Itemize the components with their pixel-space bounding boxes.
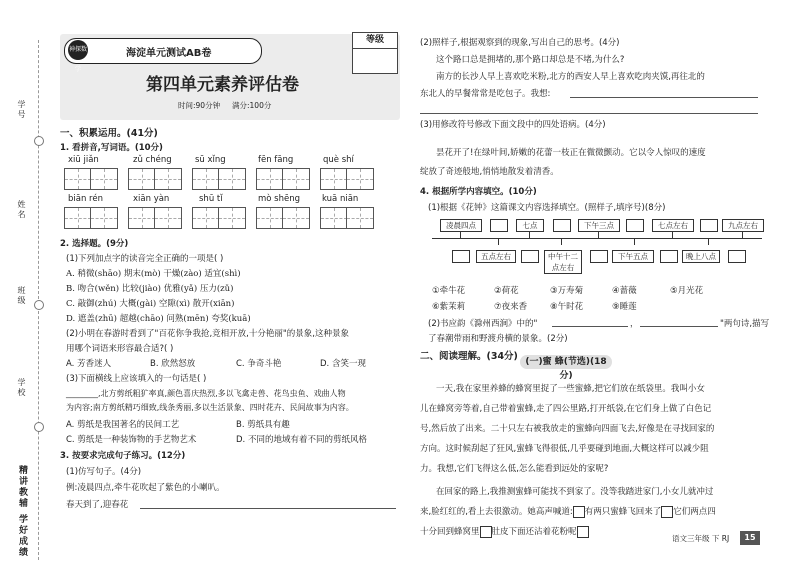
page-number: 15 — [740, 531, 760, 545]
q2-1: (1)下列加点字的读音完全正确的一项是( ) — [66, 254, 224, 264]
exam-title: 第四单元素养评估卷 — [146, 75, 299, 95]
flower-option: ⑨睡莲 — [612, 302, 637, 312]
flower-option: ⑧午时花 — [550, 302, 584, 312]
answer-box[interactable] — [218, 168, 246, 190]
q4-stem: 4. 根据所学内容填空。(10分) — [420, 187, 537, 197]
answer-line[interactable] — [140, 508, 396, 509]
time-box: 九点左右 — [722, 219, 764, 232]
section-2-heading: 二、阅读理解。(34分) — [420, 351, 518, 362]
timeline — [432, 238, 762, 239]
pinyin: fēn fāng — [258, 155, 294, 165]
pinyin: xiān yàn — [133, 194, 170, 204]
pinyin: shū tǐ — [199, 194, 223, 204]
tick — [708, 238, 709, 245]
q4-2-cont: "两句诗,描写 — [720, 319, 770, 329]
class-label: 班级 — [17, 286, 26, 306]
passage-line — [420, 525, 589, 538]
answer-box[interactable] — [154, 168, 182, 190]
passage-text: 它们两点四 — [673, 507, 716, 517]
q2-2: (2)小明在春游时看到了"百花你争我抢,竞相开放,十分艳丽"的景象,这种景象 — [66, 329, 349, 339]
passage-line: 力。我想,它们飞得这么低,怎么能看到远处的家呢? — [420, 464, 609, 474]
passage-text: 十分回到蜂窝里 — [420, 527, 480, 537]
q3-2-line1: 这个路口总是拥堵的,那个路口却总是不堵,为什么? — [436, 55, 625, 65]
q2-2-option-d[interactable]: D. 含笑一现 — [320, 359, 366, 369]
binding-hole — [34, 300, 44, 310]
answer-box[interactable] — [64, 168, 92, 190]
punctuation-box[interactable] — [573, 506, 585, 518]
passage-line: 在回家的路上,我推测蜜蜂可能找不到家了。没等我踏进家门,小女儿就冲过 — [436, 487, 714, 497]
answer-box[interactable] — [128, 168, 156, 190]
passage-line: 方向。这时候刮起了狂风,蜜蜂飞得很低,几乎要碰到地面,大概这样可以减少阻 — [420, 444, 709, 454]
tick — [498, 238, 499, 245]
tick — [672, 231, 673, 238]
answer-box[interactable] — [256, 207, 284, 229]
answer-box[interactable] — [64, 207, 92, 229]
student-id-label: 学号 — [17, 100, 26, 120]
binding-margin — [0, 0, 48, 566]
section-1-heading: 一、积累运用。(41分) — [60, 128, 158, 139]
name-label: 姓名 — [17, 200, 26, 220]
answer-box[interactable] — [553, 219, 571, 232]
time-box: 下午三点 — [578, 219, 620, 232]
pinyin: mò shēng — [258, 194, 301, 204]
answer-box[interactable] — [490, 219, 508, 232]
school-label: 学校 — [17, 378, 26, 398]
answer-box[interactable] — [256, 168, 284, 190]
full-score: 满分:100分 — [232, 101, 272, 110]
time-box: 晚上八点 — [682, 250, 720, 263]
binding-hole — [34, 422, 44, 432]
answer-box[interactable] — [218, 207, 246, 229]
tick — [634, 238, 635, 245]
punctuation-box[interactable] — [480, 526, 492, 538]
q3-3-line2: 绽放了奇迹般地,悄悄地散发着清香。 — [420, 167, 559, 177]
flower-option: ④蔷薇 — [612, 286, 637, 296]
brand-small: 神探数学 — [68, 40, 88, 60]
answer-box[interactable] — [590, 250, 608, 263]
answer-box[interactable] — [346, 168, 374, 190]
q2-3-text: ________,北方剪纸粗犷率真,颜色喜庆热烈,多以飞禽走兽、花鸟虫鱼、戏曲人物 — [66, 389, 346, 398]
answer-box[interactable] — [90, 168, 118, 190]
q2-3-text: 为内容;南方剪纸精巧细致,线条秀丽,多以生活景象、四时花卉、民间故事为内容。 — [66, 403, 354, 412]
q2-3-option-a[interactable]: A. 剪纸是我国著名的民间工艺 — [66, 420, 180, 430]
flower-option: ⑦夜来香 — [494, 302, 528, 312]
passage-text: 有两只蜜蜂飞回来了 — [584, 507, 662, 517]
q3-3: (3)用修改符号修改下面文段中的四处语病。(4分) — [420, 120, 606, 130]
brand-name: 海淀单元测试AB卷 — [126, 48, 212, 59]
answer-box[interactable] — [154, 207, 182, 229]
answer-box[interactable] — [282, 207, 310, 229]
answer-line[interactable] — [640, 326, 718, 327]
q2-3: (3)下面横线上应该填入的一句话是( ) — [66, 374, 207, 384]
grade-box — [352, 32, 398, 74]
answer-box[interactable] — [320, 207, 348, 229]
passage-line: 号,然后放了出来。二十只左右被我放走的蜜蜂向四面飞去,好像是在寻找回家的 — [420, 424, 715, 434]
q3-stem: 3. 按要求完成句子练习。(12分) — [60, 451, 186, 461]
answer-box[interactable] — [626, 219, 644, 232]
q2-1-option-d[interactable]: D. 遮盖(zhū) 超越(chāo) 问熟(mēn) 夸奖(kuā) — [66, 314, 251, 324]
tick — [460, 231, 461, 238]
time-box: 凌晨四点 — [440, 219, 482, 232]
q3-2-line2: 南方的长沙人早上喜欢吃米粉,北方的西安人早上喜欢吃肉夹馍,再往北的 — [436, 72, 705, 82]
footer-grade: 语文三年级 下 RJ — [672, 534, 730, 543]
answer-line[interactable] — [570, 97, 758, 98]
flower-option: ②荷花 — [494, 286, 519, 296]
tick — [598, 231, 599, 238]
pinyin: kuā niān — [322, 194, 359, 204]
answer-box[interactable] — [320, 168, 348, 190]
answer-line[interactable] — [552, 326, 628, 327]
answer-line[interactable] — [420, 113, 758, 114]
punctuation-box[interactable] — [661, 506, 673, 518]
q1-stem: 1. 看拼音,写词语。(10分) — [60, 143, 163, 153]
pinyin: sū xǐng — [195, 155, 226, 165]
time-limit: 时间:90分钟 — [178, 101, 221, 110]
q2-2-option-a[interactable]: A. 芳香迷人 — [66, 359, 112, 369]
q2-stem: 2. 选择题。(9分) — [60, 239, 129, 249]
answer-box[interactable] — [192, 168, 220, 190]
tick — [561, 238, 562, 245]
q2-3-option-d[interactable]: D. 不同的地域有着不同的剪纸风格 — [236, 435, 367, 445]
time-box: 下午五点 — [612, 250, 654, 263]
q4-2: (2)书应韵《滁州西涧》中的" — [428, 319, 538, 329]
answer-box[interactable] — [346, 207, 374, 229]
passage-line — [420, 505, 716, 518]
binding-hole — [34, 136, 44, 146]
answer-box[interactable] — [282, 168, 310, 190]
q2-2-cont: 用哪个词语来形容最合适?( ) — [66, 344, 174, 354]
passage-line: 儿在蜂窝旁等着,自己带着蜜蜂,走了四公里路,打开纸袋,在它们身上做了白色记 — [420, 404, 712, 414]
pinyin: què shí — [323, 155, 354, 165]
q2-1-option-c[interactable]: C. 敲御(zhú) 大概(gài) 空隙(xì) 散开(xiān) — [66, 299, 235, 309]
answer-box[interactable] — [452, 250, 470, 263]
passage-text: 来,脸红红的,看上去很激动。她高声喊道: — [420, 507, 573, 517]
q4-2-end: 了春潮带雨和野渡舟横的景象。(2分) — [428, 334, 568, 344]
flower-option: ⑥紫茉莉 — [432, 302, 466, 312]
answer-box[interactable] — [521, 250, 539, 263]
answer-box[interactable] — [660, 250, 678, 263]
q2-1-option-a[interactable]: A. 稍微(shāo) 期末(mò) 干燥(zào) 适宜(shì) — [66, 269, 241, 279]
passage-text: 肚皮下面还沾着花粉呢 — [491, 527, 577, 537]
q3-1: (1)仿写句子。(4分) — [66, 467, 142, 477]
answer-box[interactable] — [128, 207, 156, 229]
punctuation-box[interactable] — [577, 526, 589, 538]
flower-option: ①牵牛花 — [432, 286, 466, 296]
time-box: 中午十二点左右 — [544, 250, 582, 274]
pinyin: zǔ chéng — [133, 155, 172, 165]
q3-blank-prompt: 春天到了,迎春花 — [66, 500, 129, 510]
q2-2-option-b[interactable]: B. 欣然怒放 — [150, 359, 196, 369]
tick — [529, 231, 530, 238]
pinyin: xiū jiǎn — [68, 155, 99, 165]
q2-3-option-b[interactable]: B. 剪纸具有趣 — [236, 420, 290, 430]
grade-label: 等级 — [353, 33, 397, 49]
q3-3-line1: 昙花开了!在绿叶间,娇嫩的花蕾一枝正在微微颤动。它以令人惊叹的速度 — [436, 148, 706, 158]
answer-box[interactable] — [700, 219, 718, 232]
flower-option: ③万寿菊 — [550, 286, 584, 296]
answer-box[interactable] — [728, 250, 746, 263]
q2-1-option-b[interactable]: B. 吻合(wěn) 比较(jiào) 优雅(yǎ) 压力(zǔ) — [66, 284, 234, 294]
q2-3-option-c[interactable]: C. 剪纸是一种装饰物的手艺物艺术 — [66, 435, 197, 445]
comma: ， — [630, 319, 639, 329]
q3-2-line3: 东北人的早餐常常是吃包子。我想: — [420, 89, 551, 99]
time-box: 七点 — [516, 219, 544, 232]
flower-option: ⑤月光花 — [670, 286, 704, 296]
reading-title: (一)蜜 蜂(节选)(18分) — [520, 355, 612, 369]
time-box: 五点左右 — [476, 250, 516, 263]
answer-box[interactable] — [192, 207, 220, 229]
q3-example: 例:凌晨四点,牵牛花吹起了紫色的小喇叭。 — [66, 483, 225, 493]
answer-box[interactable] — [90, 207, 118, 229]
q2-2-option-c[interactable]: C. 争奇斗艳 — [236, 359, 282, 369]
pinyin: biān rén — [68, 194, 103, 204]
time-box: 七点左右 — [652, 219, 694, 232]
q3-2: (2)照样子,根据观察到的现象,写出自己的思考。(4分) — [420, 38, 620, 48]
tick — [742, 231, 743, 238]
passage-line: 一天,我在家里养蜂的蜂窝里捉了一些蜜蜂,把它们放在纸袋里。我叫小女 — [436, 384, 705, 394]
slogan: 精讲教辅 学好成绩 — [17, 465, 27, 559]
q4-1: (1)根据《花钟》这篇课文内容选择填空。(照样子,填序号)(8分) — [428, 203, 666, 213]
